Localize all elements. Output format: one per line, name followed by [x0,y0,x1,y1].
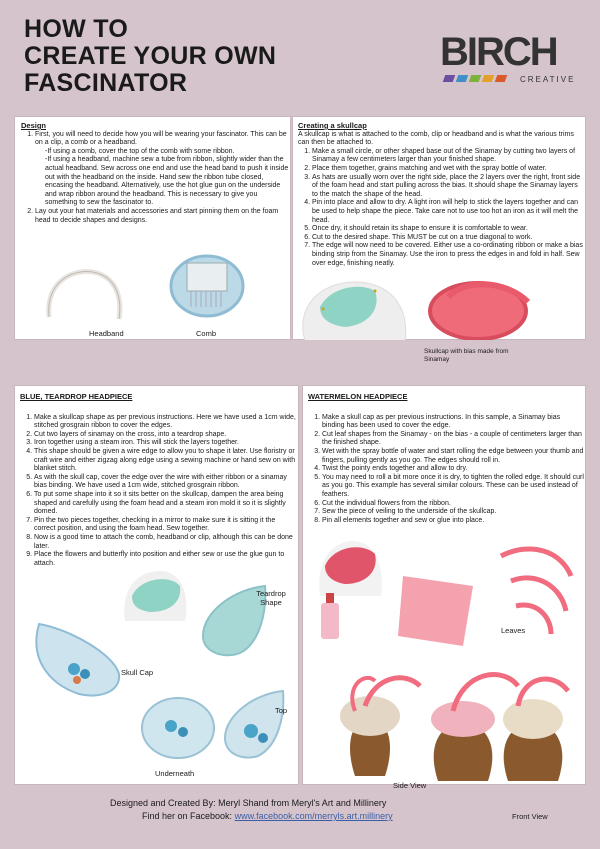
title-line-2: CREATE YOUR OWN [24,42,277,70]
watermelon-steps [322,414,584,526]
caption-underneath: Underneath [155,769,195,778]
watermelon-step-3: 3. Wet with the spray bottle of water and start rolling the edge between your thumb and fingers, pulling gently as you go. The edges should roll in. [322,448,584,465]
title-line-3: FASCINATOR [24,69,188,97]
skullcap-step-1: 1. Make a small circle, or other shaped base out of the Sinamay by cutting two layers of Sinamay a few centimeters larger than your finished shape. [312,148,583,165]
watermelon-step-1: 1. Make a skull cap as per previous instructions. In this sample, a Sinamay bias binding has been used to cover the edge. [322,414,584,431]
facebook-prefix: Find her on Facebook: [142,811,233,821]
caption-skull-cap: Skull Cap [121,668,154,677]
caption-side-view: Side View [393,781,427,790]
watermelon-step-7: 7. Sew the piece of veiling to the underside of the skullcap. [322,508,584,517]
caption-top: Top [275,706,288,715]
skullcap-step-5: 5. Once dry, it should retain its shape to ensure it is comfortable to wear. [312,225,583,234]
watermelon-heading: WATERMELON HEADPIECE [308,392,408,401]
watermelon-step-8: 8. Pin all elements together and sew or glue into place. [322,517,584,526]
caption-leaves: Leaves [501,626,526,635]
teardrop-step-3: 3. Iron together using a steam iron. This will stick the layers together. [34,439,296,448]
spray-bottle-image [315,591,345,641]
comb-image [165,251,249,321]
design-panel [14,116,291,340]
skullcap-step-4: 4. Pin into place and allow to dry. A light iron will help to stick the layers together and can be used to help shape the piece. Take care not to use too hot an iron as it will melt the head. [312,199,583,225]
caption-skullcap-bias: Skullcap with bias made from Sinamay [424,348,509,363]
watermelon-step-5: 5. You may need to roll a bit more once it is dry, to tighten the rolled edge. It should curl as you go. This example has several similar colours. These can be used instead of feathers. [322,474,584,500]
caption-comb: Comb [196,329,217,338]
design-step-1: First, you will need to decide how you will be wearing your fascinator. This can be on a clip, a comb or a headband. [35,130,287,147]
foam-head-skullcap-image [295,277,415,341]
teardrop-step-1: 1. Make a skullcap shape as per previous instructions. Here we have used a 1cm wide, stitched grosgrain ribbon to cover the edges. [34,414,296,431]
sinamay-fabric-image [393,566,478,651]
teardrop-step-4: 4. This shape should be given a wire edge to allow you to shape it later. Use floristry or craft wire and either zigzag along edge using a sewing machine or hand sew on with blanket stitch. [34,448,296,474]
title-line-1: HOW TO [24,15,129,43]
skullcap-bias-image [418,277,538,341]
skullcap-step-3: 3. As hats are usually worn over the right side, place the 2 layers over the right, front side of the foam head and start pulling across the bias. It should shape the Sinamay layers to the match the shape of the head. [312,174,583,200]
logo-bar-2 [456,75,469,82]
teardrop-step-9: 9. Place the flowers and butterfly into position and either sew or use the glue gun to attach. [34,551,296,568]
page-title [24,16,276,97]
logo-bar-4 [482,75,495,82]
design-heading: Design [21,121,47,130]
top-underneath-image [133,686,293,766]
logo-bar-1 [443,75,456,82]
teardrop-heading: BLUE, TEARDROP HEADPIECE [20,392,133,401]
skullcap-panel [292,116,586,340]
watermelon-step-4: 4. Twist the pointy ends together and allow to dry. [322,465,584,474]
teardrop-step-5: 5. As with the skull cap, cover the edge over the wire with either ribbon or a sinamay bias binding. We have used a 1cm wide, stitched grosgrain ribbon. [34,474,296,491]
teardrop-step-8: 8. Now is a good time to attach the comb, headband or clip, although this can be done later. [34,534,296,551]
pink-band [14,340,586,385]
skullcap-step-2: 2. Place them together, grains matching and wet with the spray bottle of water. [312,165,583,174]
header [0,0,600,110]
teardrop-steps [34,414,296,569]
watermelon-step-2: 2. Cut leaf shapes from the Sinamay - on the bias - a couple of centimeters larger than the finished shape. [322,431,584,448]
teardrop-headpiece-image [19,614,129,704]
headband-image [37,259,127,327]
teardrop-panel [14,385,299,785]
side-view-image [315,666,425,776]
footer-credit: Designed and Created By: Meryl Shand from Meryl's Art and Millinery [110,798,387,808]
caption-teardrop-shape: Teardrop Shape [256,589,286,607]
teardrop-step-7: 7. Pin the two pieces together, checking in a mirror to make sure it is sitting it the correct position, and using the foam head. Sew together. [34,517,296,534]
logo-bar-5 [495,75,508,82]
skullcap-heading: Creating a skullcap [298,121,367,130]
watermelon-step-6: 6. Cut the individual flowers from the ribbon. [322,500,584,509]
teardrop-step-6: 6. To put some shape into it so it sits better on the skullcap, dampen the area being shaped and carefully using the foam head and a steam iron mold it so it is slightly domed. [34,491,296,517]
design-sub-1: -If using a comb, cover the top of the comb with some ribbon. [45,147,235,155]
logo-word: BIRCH [440,30,557,74]
teardrop-step-2: 2. Cut two layers of sinamay on the cross, into a teardrop shape. [34,431,296,440]
birch-logo [440,32,580,94]
skullcap-step-6: 6. Cut to the desired shape. This MUST be cut on a true diagonal to work. [312,234,583,243]
caption-headband: Headband [89,329,124,338]
logo-subtitle: CREATIVE [520,75,576,84]
facebook-link[interactable]: www.facebook.com/merryls.art.millinery [234,811,393,821]
foam-head-red-image [315,536,385,596]
footer [0,790,600,849]
watermelon-panel [302,385,586,790]
skull-cap-image [120,566,190,626]
skullcap-step-7: 7. The edge will now need to be covered. Either use a co-ordinating ribbon or make a bias binding strip from the Sinamay. Use the iron to press the edges in and fold in half. Sew over edge, finishing neatly. [312,242,583,268]
logo-color-bars [444,75,506,82]
design-sub-2: -If using a headband, machine sew a tube from ribbon, slightly wider than the actual headband. Sew across one end and use the head band to push it inside out with the headband on the inside. Hand sew the ribbon tube closed, encasing the headband. Alternatively, use the hot glue gun on the underside and wrap ribbon around the headband. This is necessary to give you something to sew the fascinator to. [45,156,289,207]
design-step-2: Lay out your hat materials and accessories and start pinning them on the foam head to decide shapes and designs. [35,207,279,224]
footer-facebook [142,811,393,821]
caption-front-view: Front View [512,812,548,821]
leaves-image [491,536,581,636]
skullcap-steps [312,148,583,268]
logo-bar-3 [469,75,482,82]
front-view-image [423,661,573,781]
skullcap-intro: A skullcap is what is attached to the comb, clip or headband and is what the various trims can then be attached to. [298,130,574,147]
